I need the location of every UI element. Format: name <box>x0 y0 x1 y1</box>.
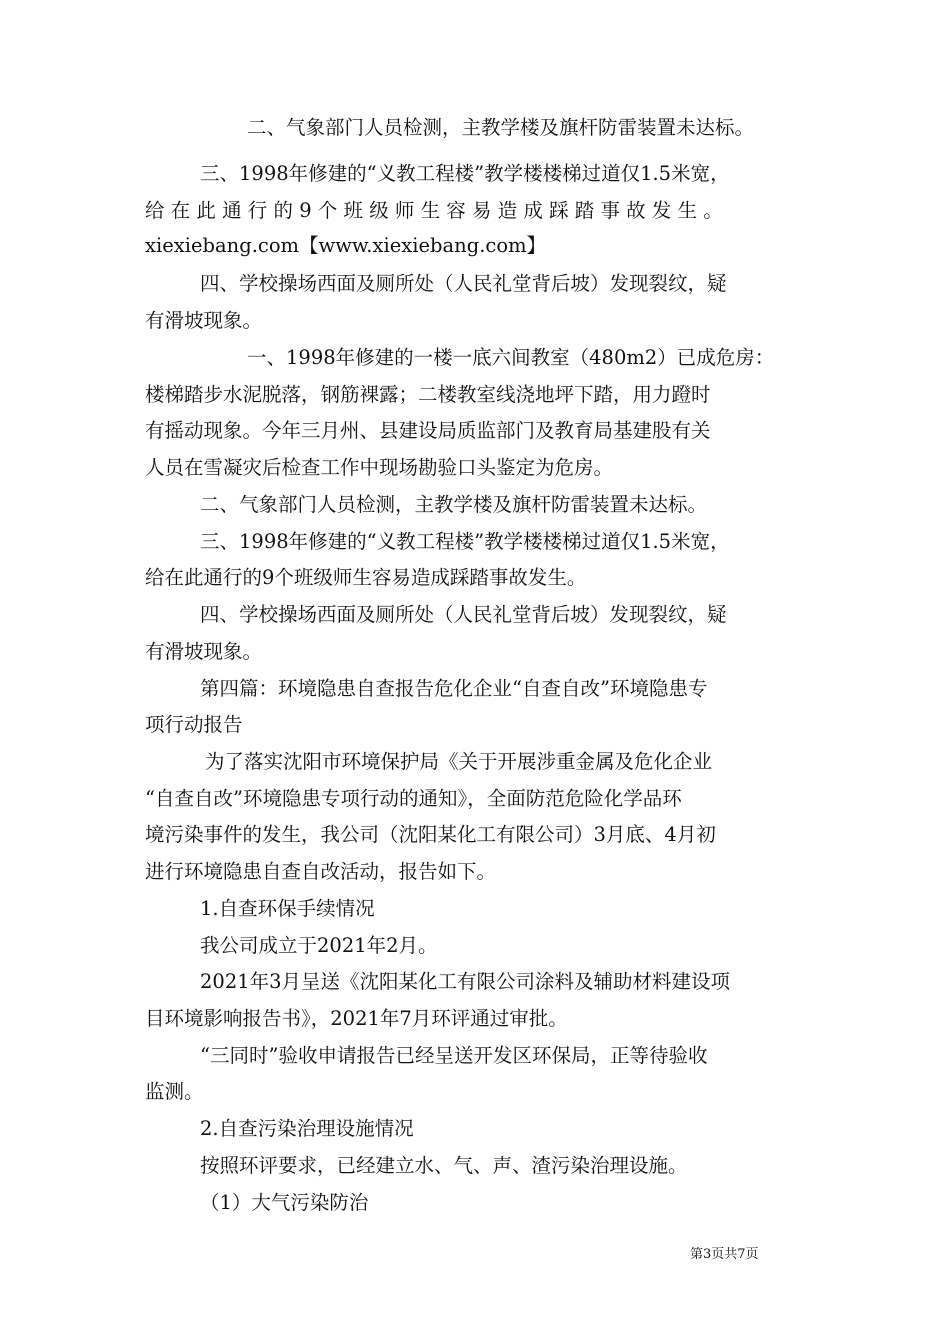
text-line-24: 2021年3月呈送《沈阳某化工有限公司涂料及辅助材料建设项 <box>200 970 731 993</box>
text-line-20: 境污染事件的发生，我公司（沈阳某化工有限公司）3月底、4月初 <box>145 823 716 846</box>
text-line-12: 三、1998年修建的“义教工程楼”教学楼楼梯过道仅1.5米宽， <box>200 530 730 553</box>
text-line-30: （1）大气污染防治 <box>200 1191 369 1214</box>
text-line-28: 2.自查污染治理设施情况 <box>200 1117 414 1140</box>
text-line-15: 有滑坡现象。 <box>145 640 263 663</box>
text-line-10: 人员在雪凝灾后检查工作中现场勘验口头鉴定为危房。 <box>145 456 614 479</box>
text-line-26: “三同时”验收申请报告已经呈送开发区环保局，正等待验收 <box>200 1044 708 1067</box>
text-line-22: 1.自查环保手续情况 <box>200 897 375 920</box>
text-line-1: 二、气象部门人员检测，主教学楼及旗杆防雷装置未达标。 <box>247 116 755 139</box>
text-line-9: 有摇动现象。今年三月州、县建设局质监部门及教育局基建股有关 <box>145 419 711 442</box>
text-line-21: 进行环境隐患自查自改活动，报告如下。 <box>145 860 497 883</box>
text-line-27: 监测。 <box>145 1080 204 1103</box>
text-line-14: 四、学校操场西面及厕所处（人民礼堂背后坡）发现裂纹，疑 <box>200 603 727 626</box>
text-line-16: 第四篇：环境隐患自查报告危化企业“自查自改”环境隐患专 <box>200 677 708 700</box>
text-line-5: 四、学校操场西面及厕所处（人民礼堂背后坡）发现裂纹，疑 <box>200 272 727 295</box>
text-line-29: 按照环评要求，已经建立水、气、声、渣污染治理设施。 <box>200 1154 688 1177</box>
text-line-2: 三、1998年修建的“义教工程楼”教学楼楼梯过道仅1.5米宽， <box>200 162 730 185</box>
text-line-19: “自查自改”环境隐患专项行动的通知》，全面防范危险化学品环 <box>145 787 682 810</box>
text-line-18: 为了落实沈阳市环境保护局《关于开展涉重金属及危化企业 <box>205 750 713 773</box>
text-line-11: 二、气象部门人员检测，主教学楼及旗杆防雷装置未达标。 <box>200 493 708 516</box>
text-line-23: 我公司成立于2021年2月。 <box>200 934 438 957</box>
text-line-17: 项行动报告 <box>145 713 243 736</box>
text-line-3: 给 在 此 通 行 的 9 个 班 级 师 生 容 易 造 成 踩 踏 事 故 发 生 。 <box>145 199 723 222</box>
text-line-25: 目环境影响报告书》，2021年7月环评通过审批。 <box>145 1007 568 1030</box>
text-line-13: 给在此通行的9个班级师生容易造成踩踏事故发生。 <box>145 566 587 589</box>
text-line-7: 一、1998年修建的一楼一底六间教室（480m2）已成危房： <box>247 346 775 369</box>
text-line-4: xiexiebang.com【www.xiexiebang.com】 <box>145 234 547 257</box>
page-number: 第3页共7页 <box>690 1247 759 1262</box>
text-line-6: 有滑坡现象。 <box>145 309 263 332</box>
text-line-8: 楼梯踏步水泥脱落，钢筋裸露；二楼教室线浇地坪下踏，用力蹬时 <box>145 383 711 406</box>
